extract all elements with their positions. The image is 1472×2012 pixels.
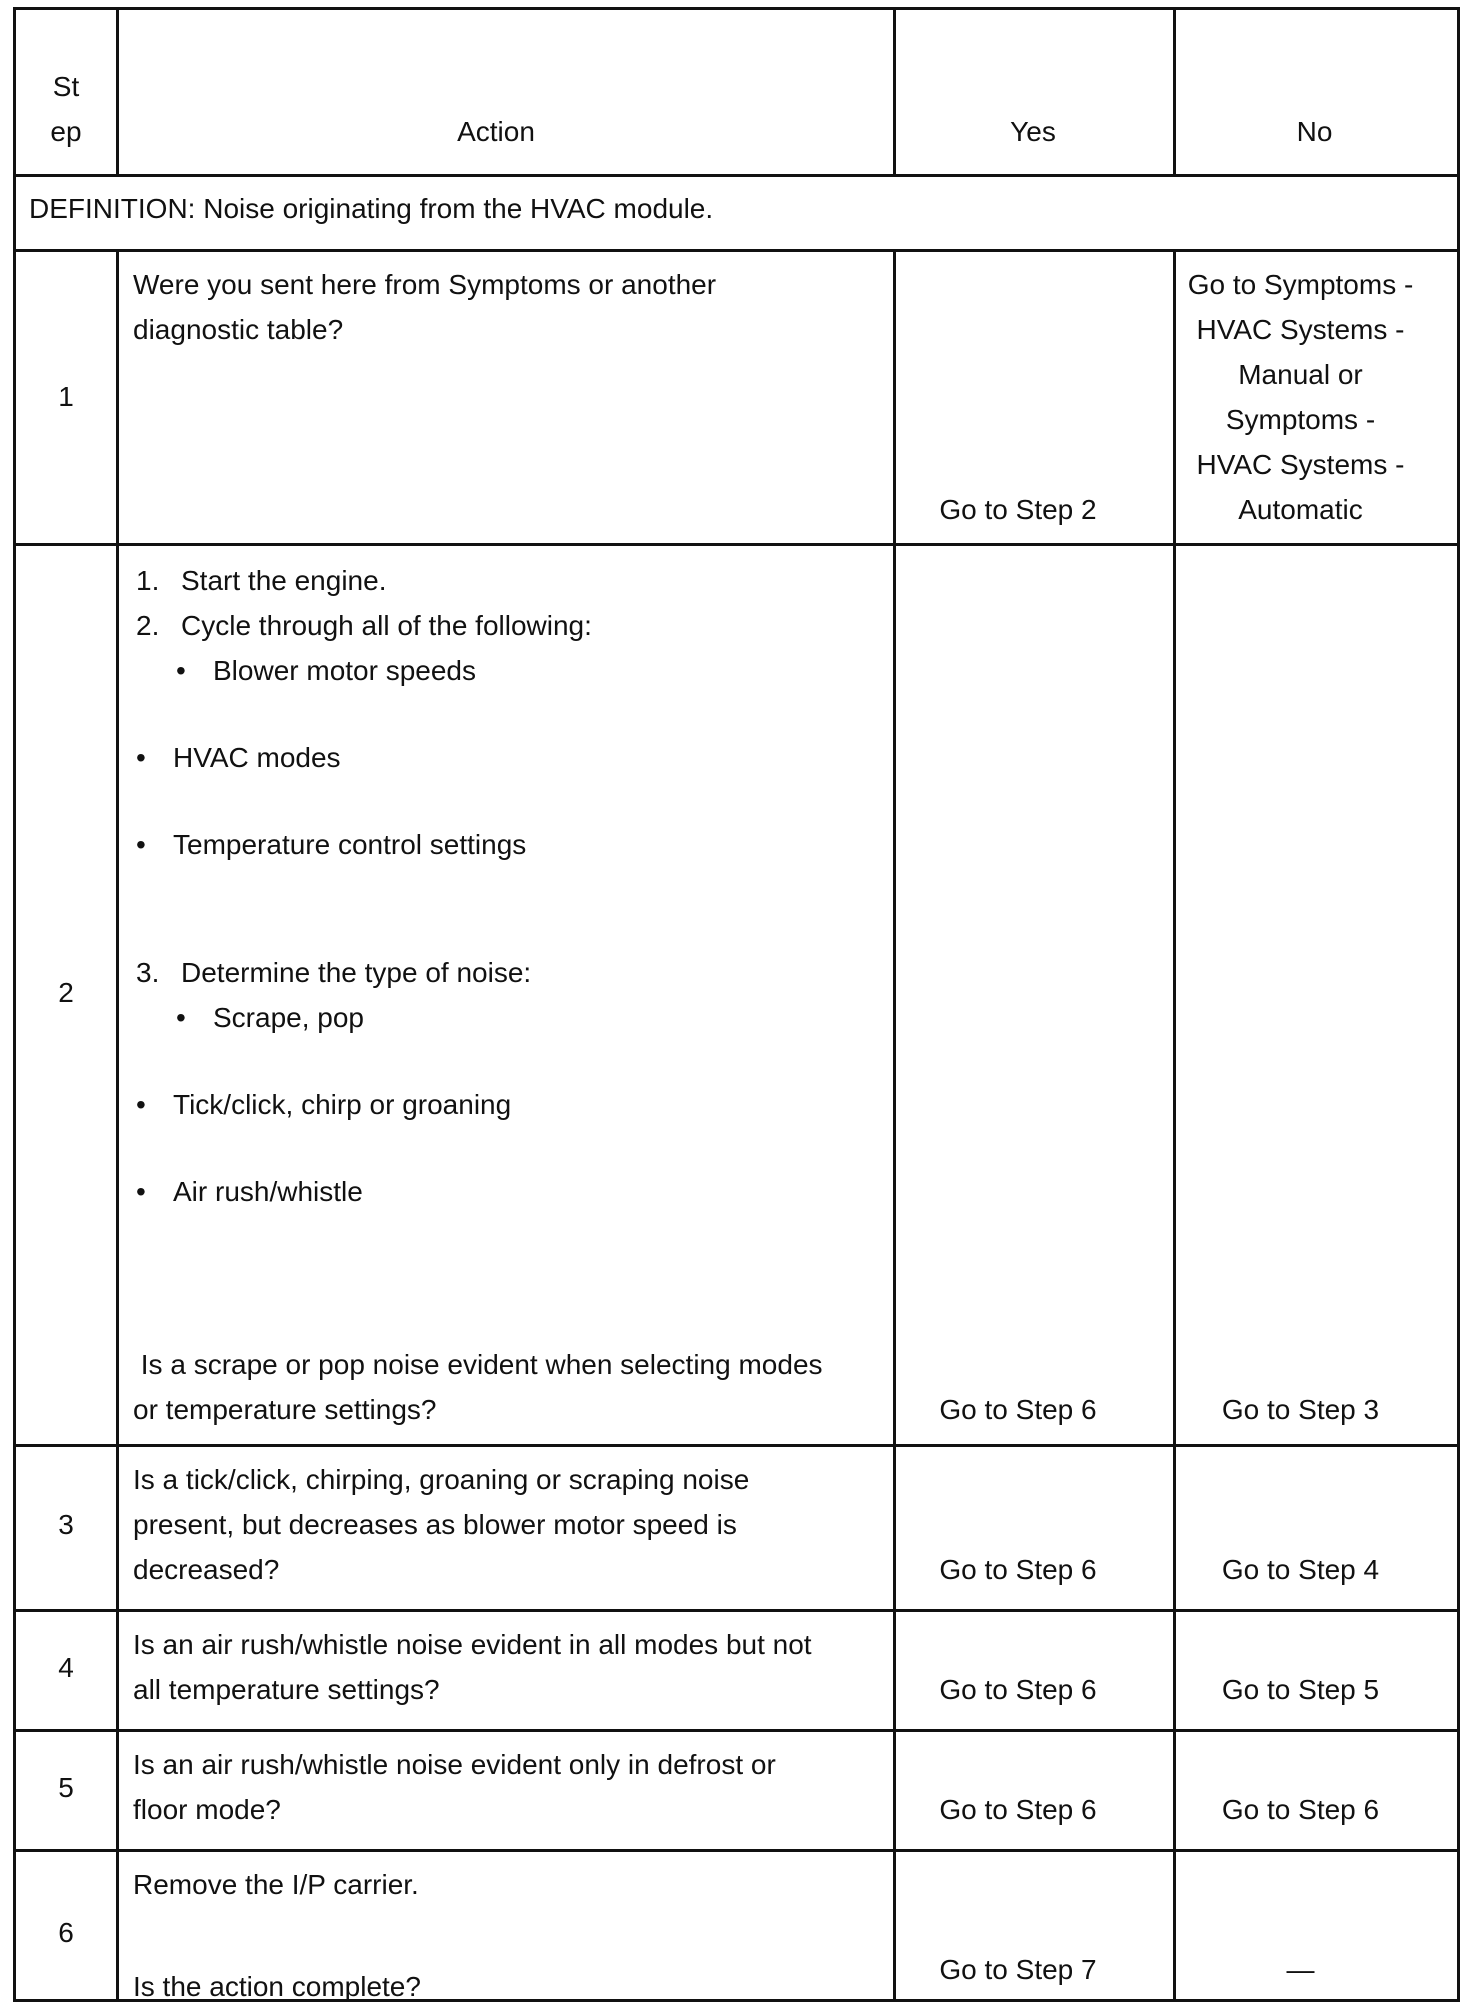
no-result: Go to Step 6 bbox=[1221, 1794, 1380, 1825]
step-number: 1 bbox=[58, 381, 74, 412]
row-divider bbox=[16, 543, 1457, 546]
step-number: 4 bbox=[58, 1652, 74, 1683]
action-text: Remove the I/P carrier. bbox=[133, 1869, 419, 1900]
list-item: HVAC modes bbox=[173, 742, 341, 773]
list-item: Tick/click, chirp or groaning bbox=[173, 1089, 512, 1120]
header-no: No bbox=[1296, 116, 1333, 147]
list-item: Start the engine. bbox=[181, 565, 387, 596]
action-text: Were you sent here from Symptoms or another bbox=[133, 269, 717, 300]
action-text: Is an air rush/whistle noise evident only in defrost or bbox=[133, 1749, 776, 1780]
yes-result: Go to Step 6 bbox=[939, 1794, 1097, 1825]
list-item: Scrape, pop bbox=[213, 1002, 364, 1033]
yes-result: Go to Step 6 bbox=[939, 1394, 1097, 1425]
step-number: 5 bbox=[58, 1772, 74, 1803]
column-divider bbox=[116, 249, 119, 1999]
yes-result: Go to Step 6 bbox=[939, 1554, 1097, 1585]
no-result: Symptoms - bbox=[1225, 404, 1376, 435]
row-divider bbox=[16, 1849, 1457, 1852]
list-item: Temperature control settings bbox=[173, 829, 527, 860]
yes-result: Go to Step 7 bbox=[939, 1954, 1097, 1985]
action-text: all temperature settings? bbox=[133, 1674, 440, 1705]
step-number: 3 bbox=[58, 1509, 74, 1540]
list-item: Determine the type of noise: bbox=[181, 957, 532, 988]
bullet: • bbox=[136, 1176, 146, 1207]
no-result: — bbox=[1286, 1954, 1315, 1985]
no-result: Go to Step 3 bbox=[1221, 1394, 1380, 1425]
header-yes: Yes bbox=[1010, 116, 1056, 147]
action-text: Is a tick/click, chirping, groaning or scraping noise bbox=[133, 1464, 750, 1495]
header-step-line1: St bbox=[52, 71, 80, 102]
header-action: Action bbox=[457, 116, 535, 147]
no-result: Automatic bbox=[1238, 494, 1363, 525]
no-result: HVAC Systems - bbox=[1196, 449, 1405, 480]
row-divider bbox=[16, 1729, 1457, 1732]
action-text: diagnostic table? bbox=[133, 314, 344, 345]
bullet: • bbox=[176, 655, 186, 686]
action-question: or temperature settings? bbox=[133, 1394, 437, 1425]
action-text: floor mode? bbox=[133, 1794, 281, 1825]
no-result: Go to Step 5 bbox=[1221, 1674, 1380, 1705]
definition-text: DEFINITION: Noise originating from the HVAC module. bbox=[29, 193, 714, 224]
bullet: • bbox=[136, 1089, 146, 1120]
no-result: Manual or bbox=[1238, 359, 1363, 390]
list-number: 3. bbox=[136, 957, 160, 988]
row-divider bbox=[16, 1609, 1457, 1612]
no-result: Go to Symptoms - bbox=[1187, 269, 1414, 300]
yes-result: Go to Step 2 bbox=[939, 494, 1097, 525]
no-result: Go to Step 4 bbox=[1221, 1554, 1380, 1585]
row-divider bbox=[16, 249, 1457, 252]
list-item: Air rush/whistle bbox=[173, 1176, 363, 1207]
action-question: Is a scrape or pop noise evident when selecting modes bbox=[133, 1349, 823, 1380]
list-item: Cycle through all of the following: bbox=[181, 610, 592, 641]
header-step-line2: ep bbox=[50, 116, 82, 147]
yes-result: Go to Step 6 bbox=[939, 1674, 1097, 1705]
list-number: 1. bbox=[136, 565, 160, 596]
row-divider bbox=[16, 174, 1457, 177]
step-number: 2 bbox=[58, 977, 74, 1008]
list-number: 2. bbox=[136, 610, 160, 641]
list-item: Blower motor speeds bbox=[213, 655, 477, 686]
action-text: decreased? bbox=[133, 1554, 280, 1585]
step-number: 6 bbox=[58, 1917, 74, 1948]
action-text: present, but decreases as blower motor speed is bbox=[133, 1509, 737, 1540]
bullet: • bbox=[176, 1002, 186, 1033]
no-result: HVAC Systems - bbox=[1196, 314, 1405, 345]
bullet: • bbox=[136, 742, 146, 773]
bullet: • bbox=[136, 829, 146, 860]
action-question: Is the action complete? bbox=[133, 1971, 421, 2002]
row-divider bbox=[16, 1444, 1457, 1447]
action-text: Is an air rush/whistle noise evident in all modes but not bbox=[133, 1629, 812, 1660]
